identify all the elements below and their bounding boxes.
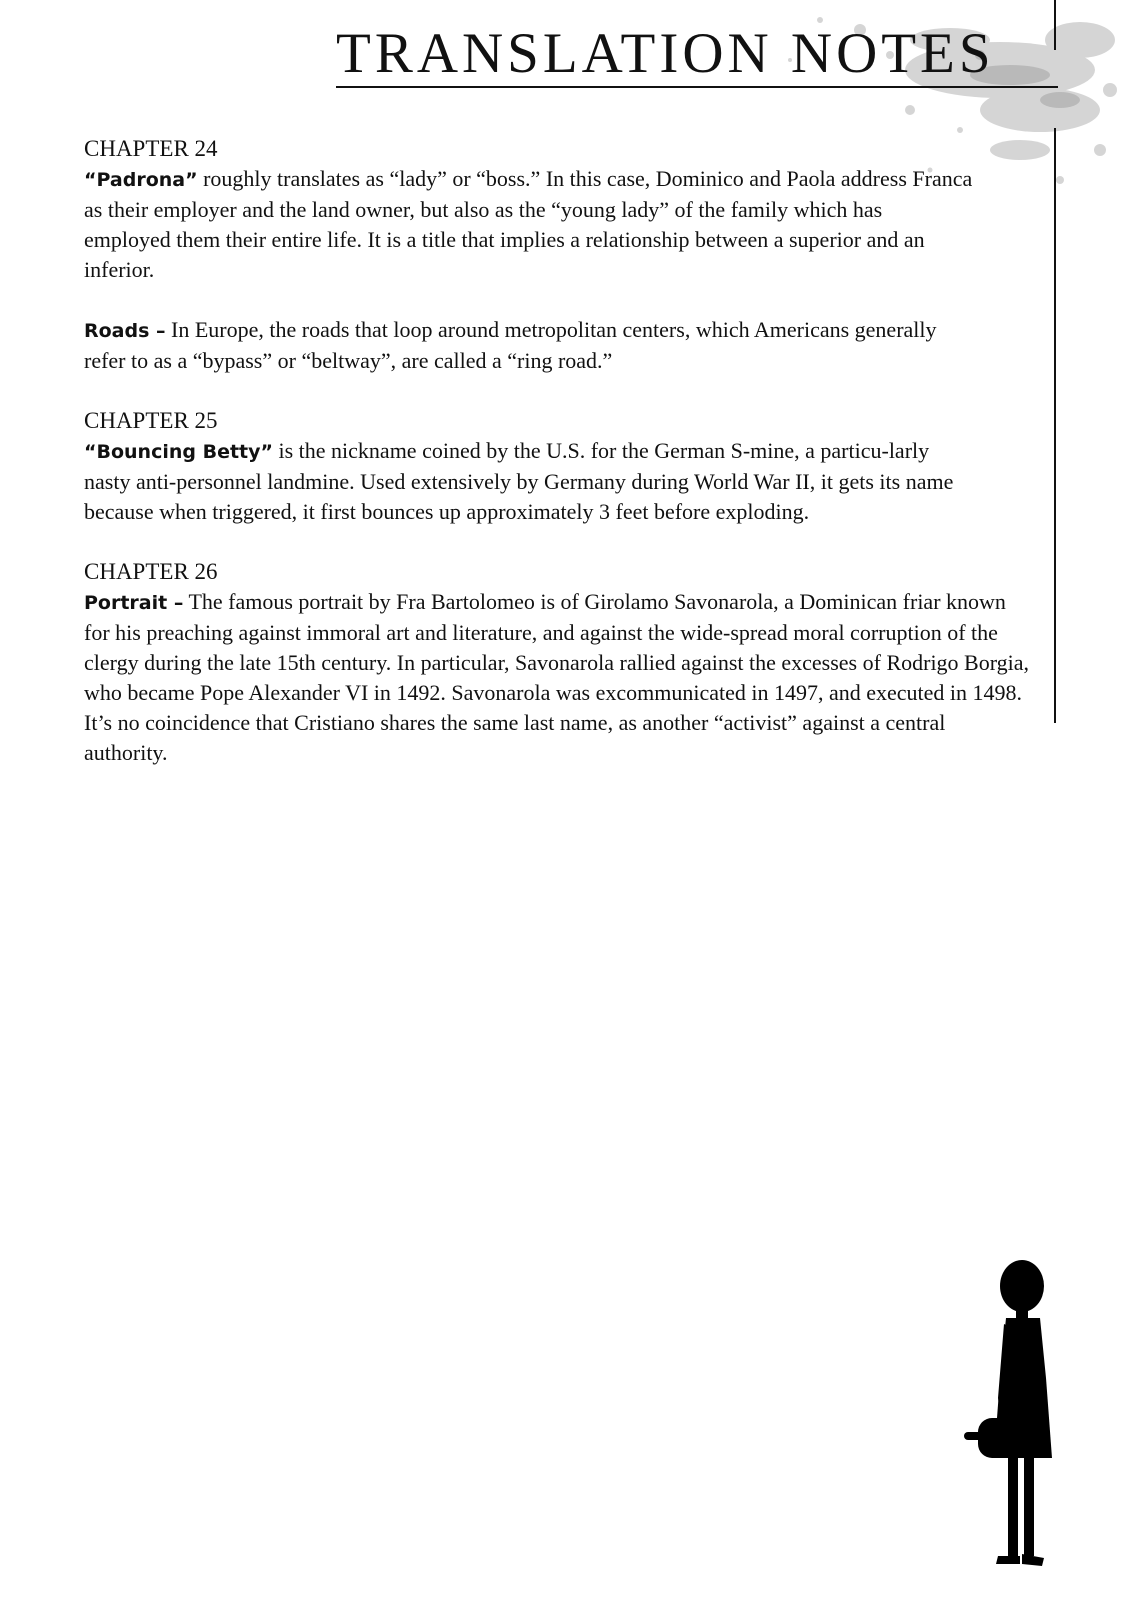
note-portrait	[84, 587, 1034, 768]
page-title: TRANSLATION NOTES	[336, 22, 995, 85]
note-padrona	[84, 164, 974, 285]
chapter-heading: CHAPTER 25	[84, 408, 218, 433]
note-term: Portrait –	[84, 592, 184, 614]
chapter-heading: CHAPTER 26	[84, 559, 218, 584]
note-term: “Bouncing Betty”	[84, 441, 273, 463]
note-text: The famous portrait by Fra Bartolomeo is of Girolamo Savonarola, a Dominican friar known for his preaching against immoral art and literature, and against the wide-spread moral corruption of the clergy during the late 15th century. In particular, Savonarola rallied against the excesses of Rodrigo Borgia, who became Pope Alexander VI in 1492. Savonarola was excommunicated in 1497, and executed in 1498. It’s no coincidence that Cristiano shares the same last name, as another “activist” against a central authority.	[84, 589, 1030, 765]
notes-body	[84, 134, 1074, 768]
note-bouncing-betty	[84, 436, 974, 527]
note-term: “Padrona”	[84, 169, 198, 191]
note-term: Roads –	[84, 320, 166, 342]
chapter-heading: CHAPTER 24	[84, 136, 218, 161]
title-underline	[336, 86, 1058, 88]
note-text: In Europe, the roads that loop around metropolitan centers, which Americans generally refer to as a “bypass” or “beltway”, are called a “ring road.”	[84, 317, 937, 373]
note-roads	[84, 315, 964, 376]
margin-rule-top	[1054, 0, 1056, 50]
girl-silhouette-icon	[958, 1258, 1078, 1576]
note-text: is the nickname coined by the U.S. for the German S-mine, a particu-larly nasty anti-personnel landmine. Used extensively by Germany during World War II, it gets its name because when triggered, it first bounces up approximately 3 feet before exploding.	[84, 438, 954, 524]
note-text: roughly translates as “lady” or “boss.” In this case, Dominico and Paola address Franca as their employer and the land owner, but also as the “young lady” of the family which has employed them their entire life. It is a title that implies a relationship between a superior and an inferior.	[84, 166, 973, 282]
